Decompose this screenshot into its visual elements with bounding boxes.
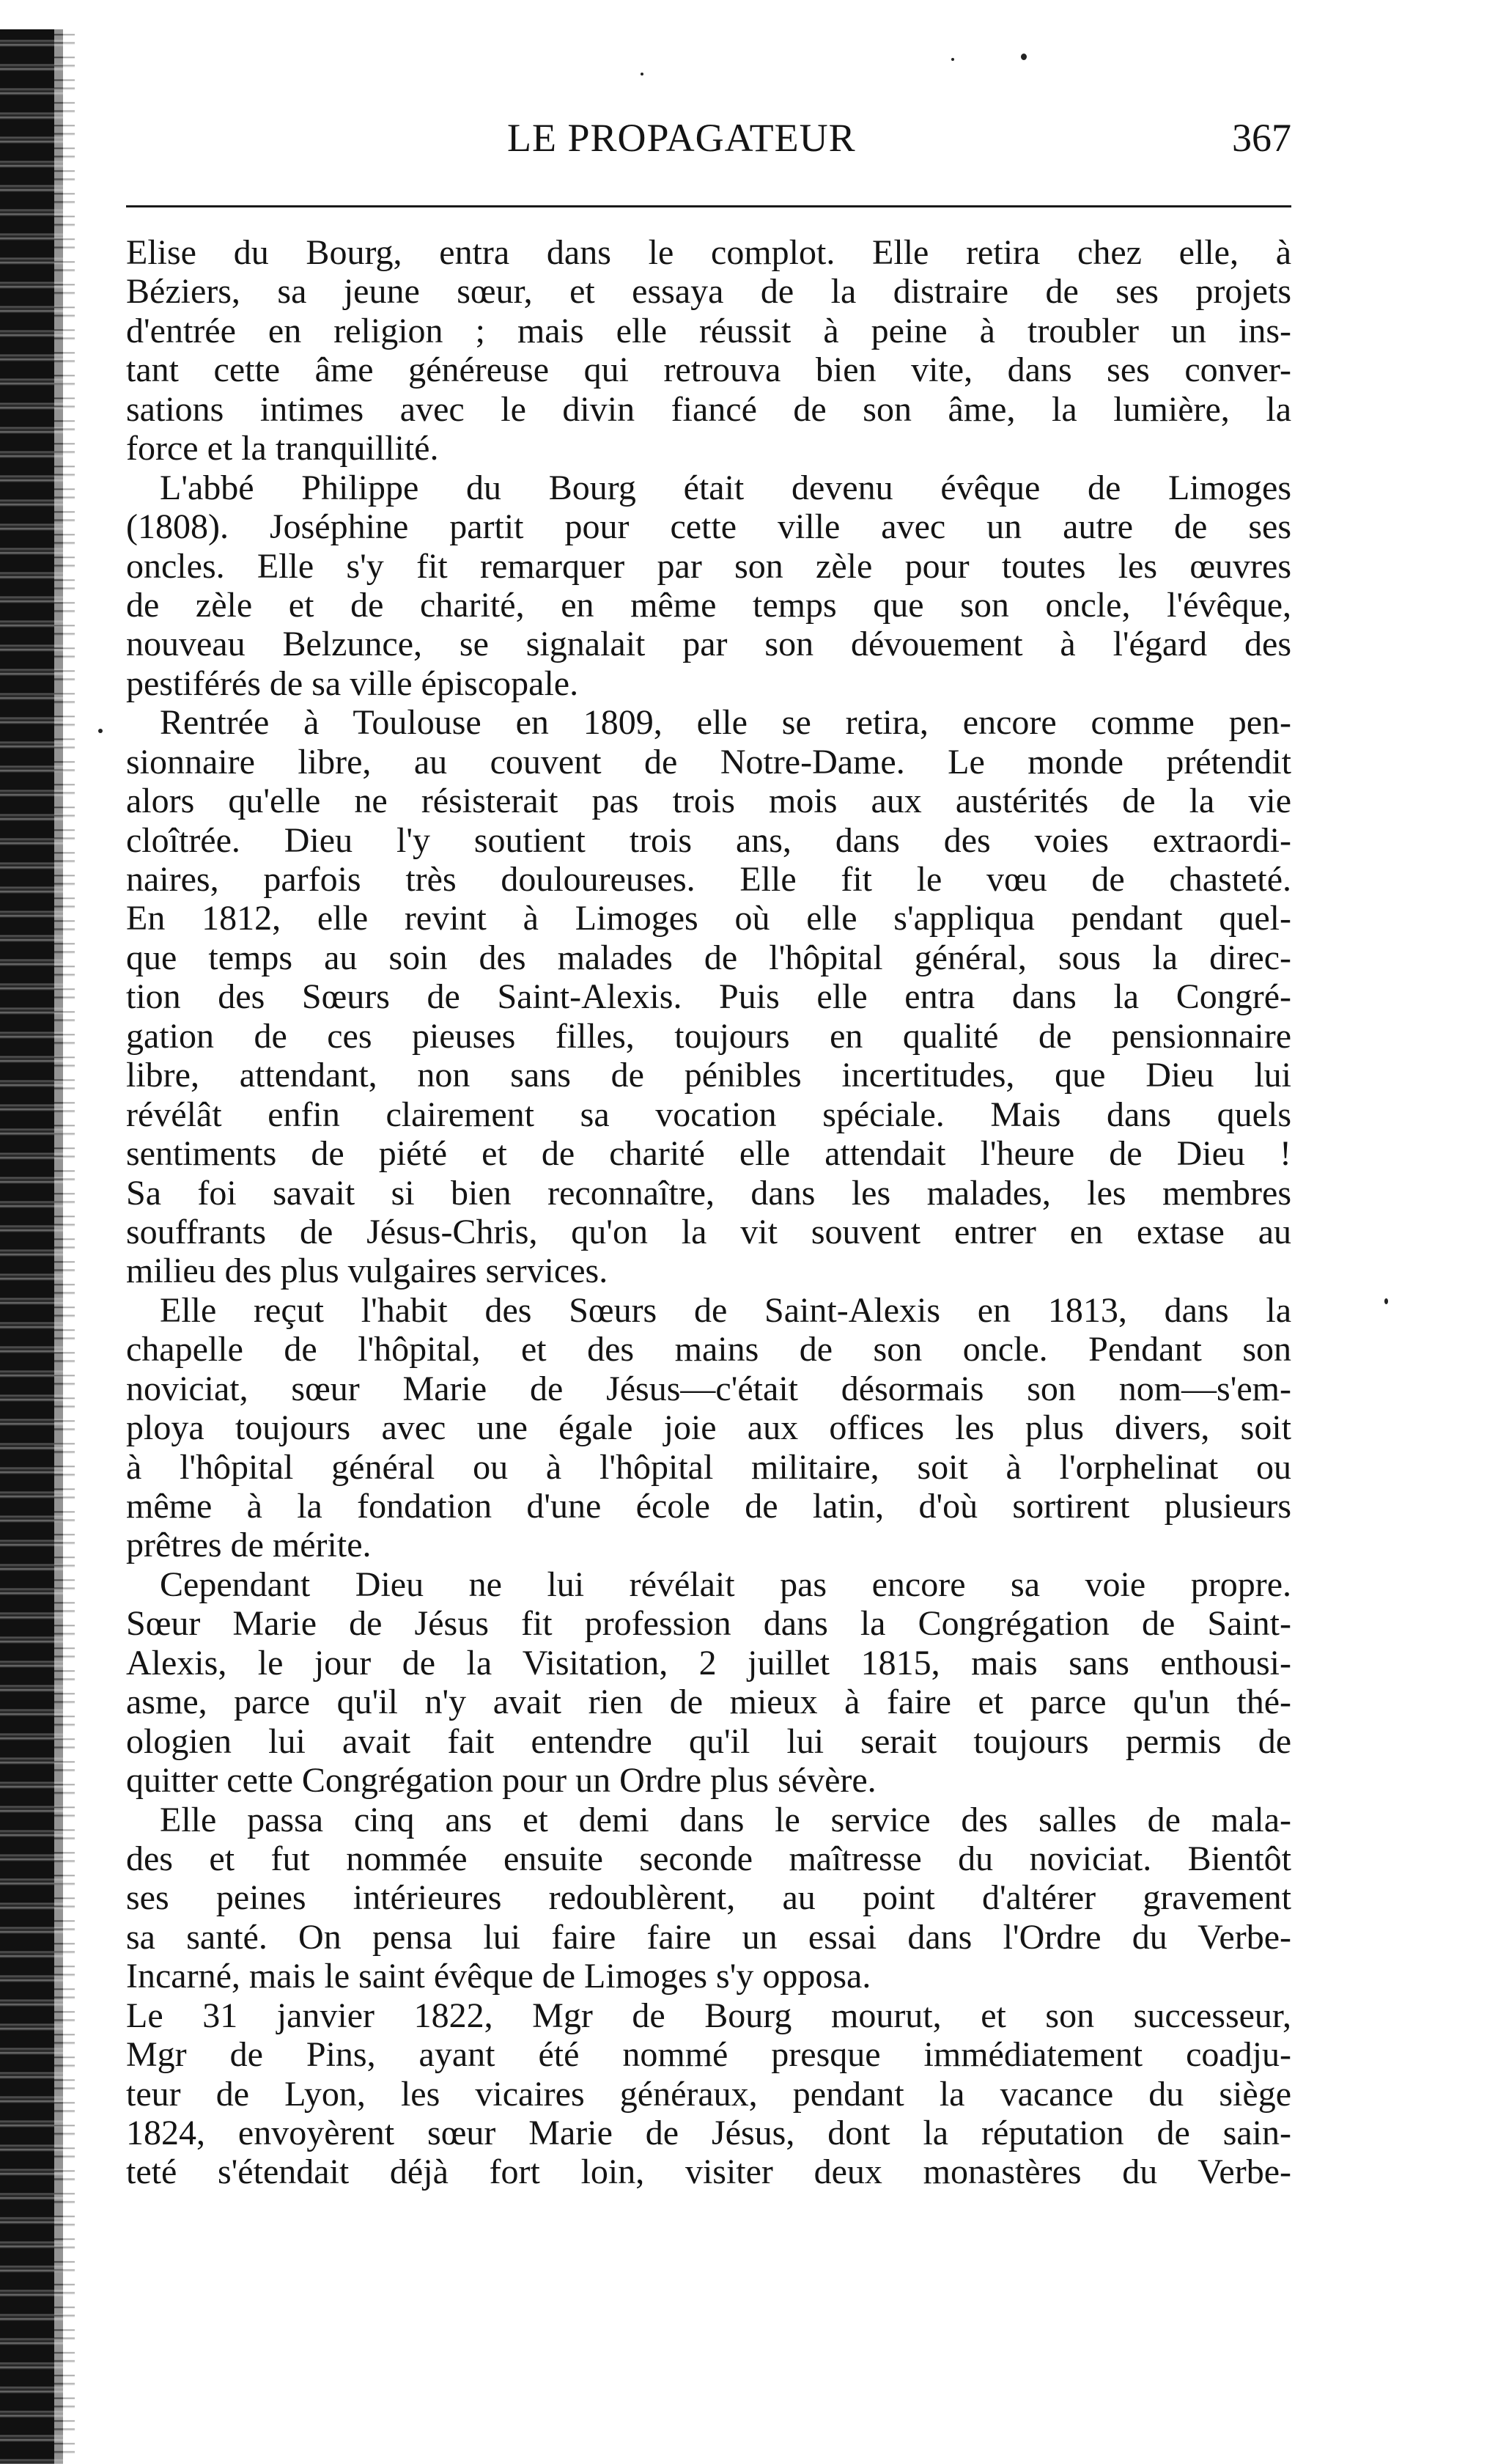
print-speck	[641, 73, 643, 76]
text-line: Elle reçut l'habit des Sœurs de Saint-Alexis en 1813, dans la	[160, 1290, 1291, 1330]
text-line: L'abbé Philippe du Bourg était devenu évêque de Limoges	[160, 468, 1291, 507]
text-line: Cependant Dieu ne lui révélait pas encore sa voie propre.	[160, 1564, 1291, 1604]
text-line: Le 31 janvier 1822, Mgr de Bourg mourut, et son successeur,	[126, 1996, 1291, 2035]
text-line: pestiférés de sa ville épiscopale.	[126, 663, 579, 703]
page-header	[126, 115, 1291, 166]
text-line: oncles. Elle s'y fit remarquer par son zèle pour toutes les œuvres	[126, 546, 1291, 586]
text-line: ses peines intérieures redoublèrent, au point d'altérer gravement	[126, 1878, 1291, 1918]
text-line: Sœur Marie de Jésus fit profession dans la Congrégation de Saint-	[126, 1604, 1291, 1644]
text-line: que temps au soin des malades de l'hôpital général, sous la direc-	[126, 938, 1291, 977]
running-title: LE PROPAGATEUR	[507, 116, 856, 160]
text-line: teté s'étendait déjà fort loin, visiter deux monastères du Verbe-	[126, 2152, 1291, 2192]
text-line: Incarné, mais le saint évêque de Limoges s'y opposa.	[126, 1957, 871, 1996]
page-binding-shadow	[54, 29, 75, 2464]
text-line: ologien lui avait fait entendre qu'il lui serait toujours permis de	[126, 1721, 1291, 1761]
body-text	[126, 233, 1291, 2192]
text-line: prêtres de mérite.	[126, 1526, 372, 1565]
page-number: 367	[1232, 116, 1291, 160]
text-line: cloîtrée. Dieu l'y soutient trois ans, dans des voies extraordi-	[126, 820, 1291, 860]
text-line: chapelle de l'hôpital, et des mains de son oncle. Pendant son	[126, 1330, 1291, 1369]
text-line: des et fut nommée ensuite seconde maîtresse du noviciat. Bientôt	[126, 1839, 1291, 1878]
text-line: d'entrée en religion ; mais elle réussit à peine à troubler un ins-	[126, 311, 1291, 350]
text-line: Elise du Bourg, entra dans le complot. Elle retira chez elle, à	[126, 233, 1291, 272]
text-line: Mgr de Pins, ayant été nommé presque immédiatement coadju-	[126, 2035, 1291, 2075]
text-line: milieu des plus vulgaires services.	[126, 1251, 608, 1291]
text-line: force et la tranquillité.	[126, 429, 439, 468]
print-speck	[98, 729, 103, 733]
text-line: nouveau Belzunce, se signalait par son dévouement à l'égard des	[126, 625, 1291, 664]
text-line: teur de Lyon, les vicaires généraux, pendant la vacance du siège	[126, 2074, 1291, 2114]
text-line: Rentrée à Toulouse en 1809, elle se retira, encore comme pen-	[160, 703, 1291, 743]
header-rule	[126, 205, 1291, 207]
text-line: asme, parce qu'il n'y avait rien de mieux à faire et parce qu'un thé-	[126, 1682, 1291, 1722]
text-line: gation de ces pieuses filles, toujours en qualité de pensionnaire	[126, 1016, 1291, 1056]
text-line: tant cette âme généreuse qui retrouva bien vite, dans ses conver-	[126, 350, 1291, 390]
text-line: tion des Sœurs de Saint-Alexis. Puis elle entra dans la Congré-	[126, 977, 1291, 1017]
text-line: révélât enfin clairement sa vocation spéciale. Mais dans quels	[126, 1095, 1291, 1134]
text-line: alors qu'elle ne résisterait pas trois mois aux austérités de la vie	[126, 782, 1291, 821]
print-speck	[1384, 1298, 1388, 1304]
text-line: de zèle et de charité, en même temps que son oncle, l'évêque,	[126, 585, 1291, 625]
text-line: naires, parfois très douloureuses. Elle fit le vœu de chasteté.	[126, 860, 1291, 899]
text-line: quitter cette Congrégation pour un Ordre plus sévère.	[126, 1761, 877, 1801]
text-line: Béziers, sa jeune sœur, et essaya de la distraire de ses projets	[126, 272, 1291, 312]
text-line: à l'hôpital général ou à l'hôpital militaire, soit à l'orphelinat ou	[126, 1447, 1291, 1487]
print-speck	[951, 58, 954, 61]
text-line: ploya toujours avec une égale joie aux offices les plus divers, soit	[126, 1408, 1291, 1448]
text-line: sionnaire libre, au couvent de Notre-Dame. Le monde prétendit	[126, 742, 1291, 782]
text-line: En 1812, elle revint à Limoges où elle s'appliqua pendant quel-	[126, 899, 1291, 938]
text-line: 1824, envoyèrent sœur Marie de Jésus, dont la réputation de sain-	[126, 2114, 1291, 2152]
text-line: sa santé. On pensa lui faire faire un essai dans l'Ordre du Verbe-	[126, 1917, 1291, 1957]
text-line: Sa foi savait si bien reconnaître, dans les malades, les membres	[126, 1173, 1291, 1213]
text-line: libre, attendant, non sans de pénibles incertitudes, que Dieu lui	[126, 1056, 1291, 1095]
text-line: noviciat, sœur Marie de Jésus—c'était désormais son nom—s'em-	[126, 1369, 1291, 1408]
text-line: sentiments de piété et de charité elle attendait l'heure de Dieu !	[126, 1134, 1291, 1174]
text-line: même à la fondation d'une école de latin, d'où sortirent plusieurs	[126, 1487, 1291, 1526]
text-line: Elle passa cinq ans et demi dans le service des salles de mala-	[160, 1800, 1291, 1839]
text-line: souffrants de Jésus-Chris, qu'on la vit souvent entrer en extase au	[126, 1212, 1291, 1251]
text-line: (1808). Joséphine partit pour cette ville avec un autre de ses	[126, 507, 1291, 547]
print-speck	[1021, 54, 1027, 60]
text-line: Alexis, le jour de la Visitation, 2 juillet 1815, mais sans enthousi-	[126, 1643, 1291, 1682]
text-line: sations intimes avec le divin fiancé de son âme, la lumière, la	[126, 389, 1291, 429]
